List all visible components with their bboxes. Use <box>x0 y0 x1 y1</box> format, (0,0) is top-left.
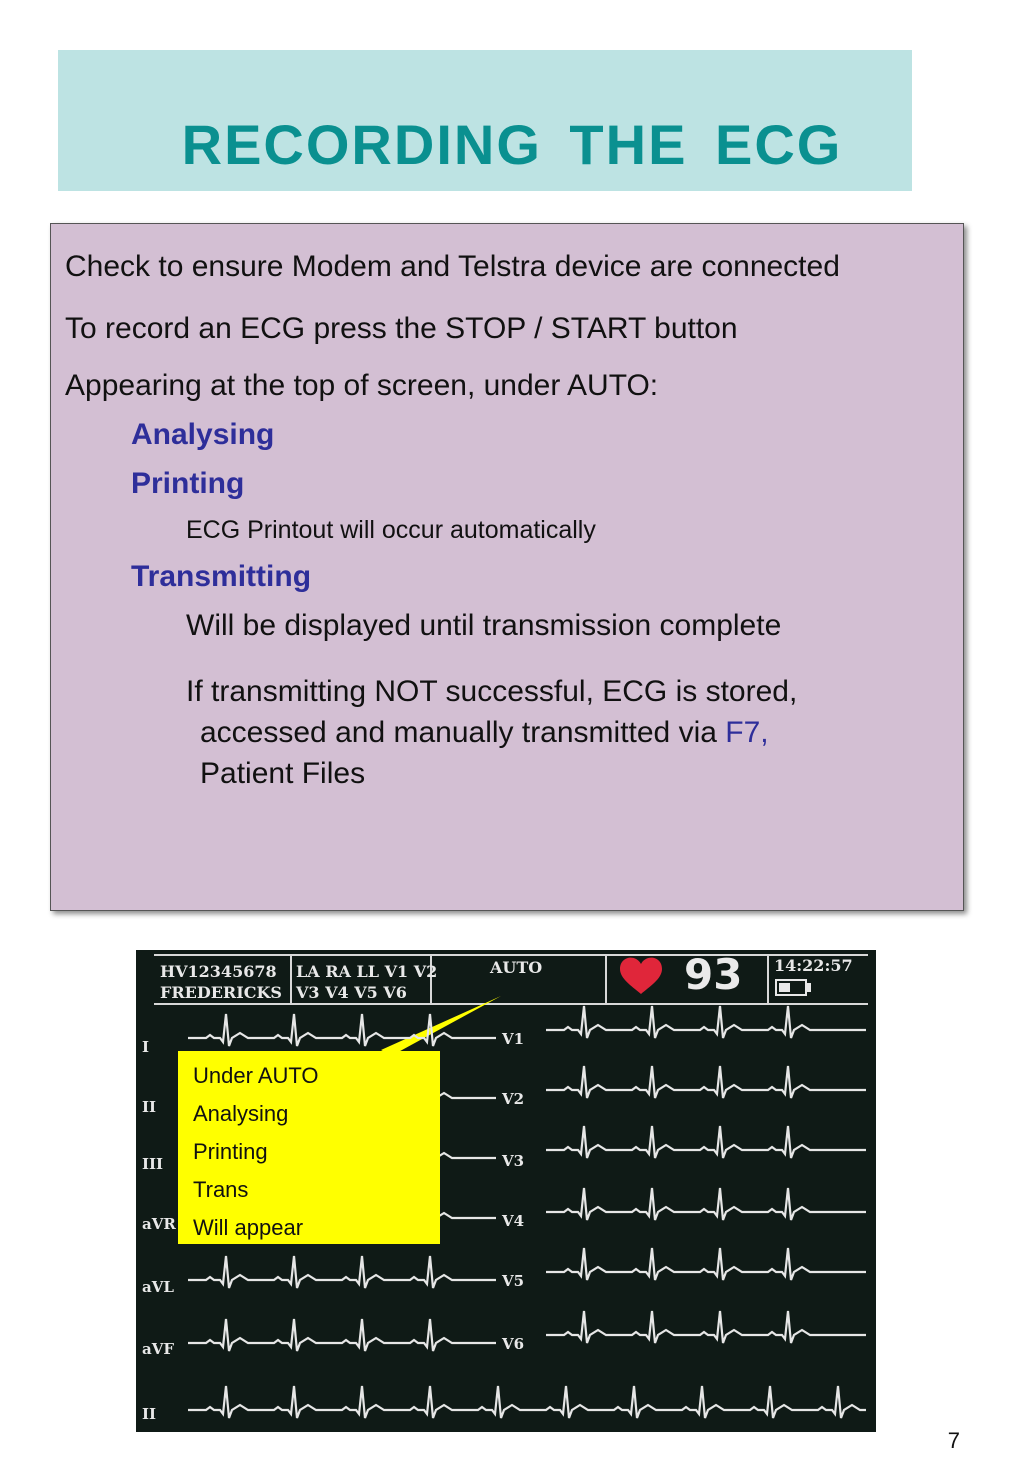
ecg-trace <box>546 1311 866 1343</box>
ecg-trace <box>188 1256 496 1288</box>
fail-note-line3: Patient Files <box>200 757 366 790</box>
monitor-leads-row2: V3 V4 V5 V6 <box>296 983 407 1002</box>
instruction-record: To record an ECG press the STOP / START button <box>65 312 738 345</box>
monitor-leads-row1: LA RA LL V1 V2 <box>296 962 438 981</box>
lead-label-left: aVF <box>142 1340 175 1358</box>
fail-note-line2-text: accessed and manually transmitted via <box>200 716 726 749</box>
ecg-trace <box>188 1014 496 1046</box>
ecg-trace <box>546 1006 866 1038</box>
ecg-trace <box>188 1386 866 1418</box>
fail-note-line1: If transmitting NOT successful, ECG is stored, <box>186 675 798 708</box>
monitor-mode-label: AUTO <box>490 958 543 977</box>
heart-icon <box>620 958 662 994</box>
f7-key-reference: F7, <box>725 716 769 749</box>
monitor-patient-id: HV12345678 <box>160 962 277 981</box>
page-number: 7 <box>947 1428 960 1453</box>
battery-icon <box>776 980 810 995</box>
ecg-trace <box>546 1066 866 1098</box>
lead-label-right: V3 <box>502 1152 525 1170</box>
ecg-trace <box>546 1188 866 1220</box>
monitor-patient-name: FREDERICKS <box>160 983 282 1002</box>
transmitting-note: Will be displayed until transmission complete <box>186 609 782 642</box>
instruction-appearing: Appearing at the top of screen, under AUTO: <box>65 369 659 402</box>
ecg-trace <box>188 1319 496 1351</box>
callout-line: Under AUTO <box>193 1063 319 1088</box>
instructions-box <box>50 223 964 911</box>
lead-label-right: V4 <box>502 1212 525 1230</box>
ecg-trace <box>546 1248 866 1280</box>
lead-label-left: II <box>142 1098 157 1116</box>
lead-label-left: aVR <box>142 1215 176 1233</box>
lead-label-right: V5 <box>502 1272 525 1290</box>
status-printing: Printing <box>131 467 245 500</box>
lead-label-left: I <box>142 1038 150 1056</box>
instruction-connect: Check to ensure Modem and Telstra device are connected <box>65 250 840 283</box>
lead-label-left: II <box>142 1405 157 1423</box>
lead-label-right: V2 <box>502 1090 525 1108</box>
lead-label-left: III <box>142 1155 164 1173</box>
page-title: RECORDING THE ECG <box>181 113 843 176</box>
monitor-clock: 14:22:57 <box>774 956 853 975</box>
ecg-trace <box>546 1126 866 1158</box>
callout-line: Trans <box>193 1177 249 1202</box>
fail-note-line2 <box>200 716 769 750</box>
callout-line: Printing <box>193 1139 268 1164</box>
monitor-heart-rate: 93 <box>684 950 743 999</box>
callout-line: Will appear <box>193 1215 304 1240</box>
lead-label-right: V1 <box>502 1030 525 1048</box>
lead-label-left: aVL <box>142 1278 174 1296</box>
status-analysing: Analysing <box>131 418 275 451</box>
status-transmitting: Transmitting <box>131 560 312 593</box>
lead-label-right: V6 <box>502 1335 525 1353</box>
auto-callout-box <box>178 1051 440 1244</box>
printing-note: ECG Printout will occur automatically <box>186 516 596 544</box>
callout-line: Analysing <box>193 1101 289 1126</box>
